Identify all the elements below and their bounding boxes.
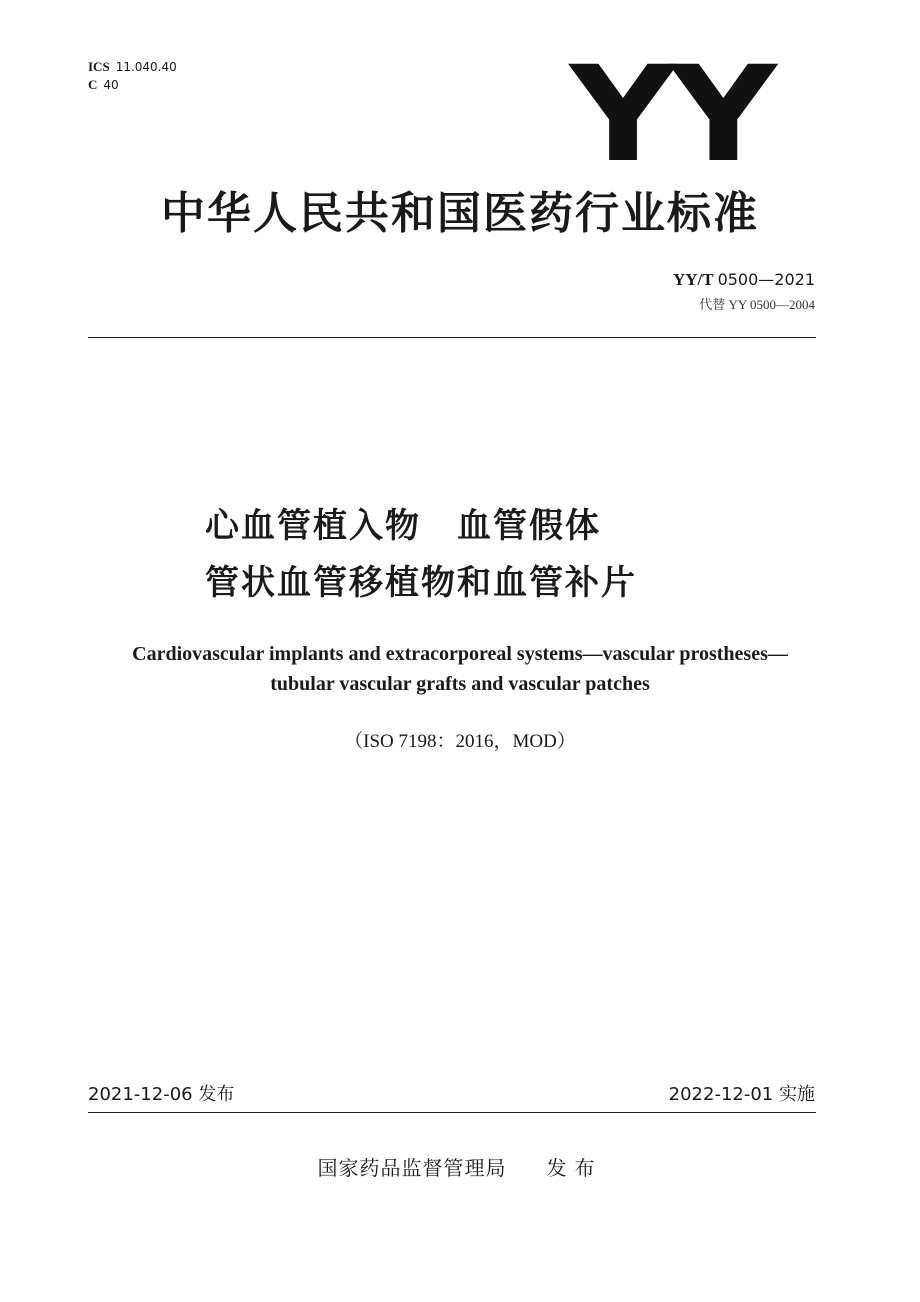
footer-divider [88, 1112, 816, 1113]
iso-reference: （ISO 7198：2016，MOD） [344, 731, 576, 752]
chinese-title-line-1: 心血管植入物 血管假体 [205, 506, 601, 546]
publish-date: 2021-12-06 发布 [88, 1084, 235, 1105]
standard-number [673, 270, 815, 290]
ics-value: 11.040.40 [115, 60, 177, 74]
standard-code: 0500—2021 [717, 270, 815, 289]
english-title-line-2: tubular vascular grafts and vascular patches [270, 673, 650, 695]
issuer [0, 1154, 920, 1182]
implement-date: 2022-12-01 实施 [668, 1084, 815, 1105]
ccs-code [88, 76, 177, 94]
ccs-value: 40 [103, 78, 119, 92]
standard-prefix: YY/T [673, 270, 714, 289]
ics-code [88, 58, 177, 76]
issuer-action: 发布 [546, 1156, 603, 1180]
ics-label: ICS [88, 59, 110, 74]
issuer-organization: 国家药品监督管理局 [317, 1156, 507, 1180]
chinese-title-line-2: 管状血管移植物和血管补片 [205, 563, 637, 603]
ccs-label: C [88, 77, 98, 92]
yy-logo: YY [569, 38, 770, 192]
standard-type-title: 中华人民共和国医药行业标准 [161, 188, 759, 239]
english-title-line-1: Cardiovascular implants and extracorporeal systems—vascular prostheses— [132, 643, 788, 665]
replaces-note: 代替 YY 0500—2004 [699, 297, 815, 312]
header-divider [88, 337, 816, 338]
classification-codes [88, 58, 177, 94]
